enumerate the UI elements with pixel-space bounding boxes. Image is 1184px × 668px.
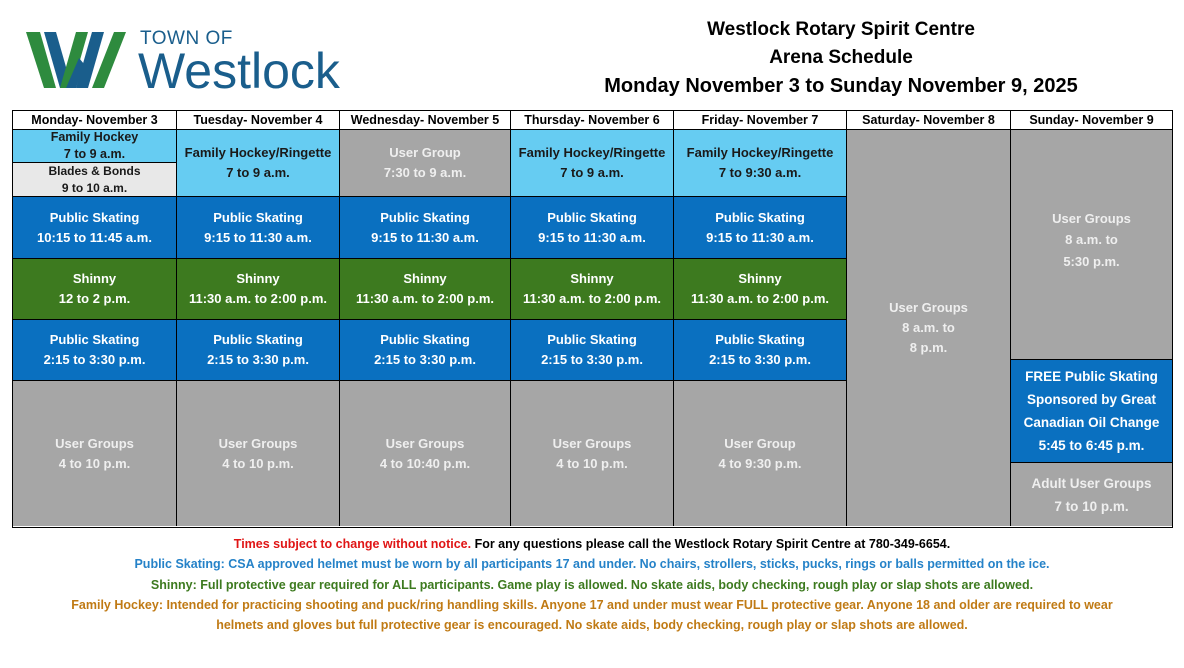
event-time: 7 to 9 a.m. — [226, 165, 290, 180]
event-name: User Groups — [552, 435, 632, 451]
logo-westlock: Westlock — [138, 43, 340, 99]
event-name: Family Hockey — [50, 130, 139, 144]
event-name: Shinny — [738, 271, 782, 286]
event-name: Adult User Groups — [1031, 475, 1152, 491]
event-time: 7 to 9 a.m. — [560, 165, 624, 180]
event-name: Public Skating — [49, 209, 140, 225]
event-name: User Groups — [385, 435, 465, 451]
logo-town-of: TOWN OF — [140, 28, 233, 49]
day-header-tuesday: Tuesday- November 4 — [177, 111, 340, 130]
friday-public-skating-am — [674, 197, 847, 259]
event-name: Shinny — [570, 271, 614, 286]
westlock-w-logo-icon — [26, 28, 134, 94]
event-time: 7:30 to 9 a.m. — [383, 165, 467, 180]
event-time: 2:15 to 3:30 p.m. — [207, 352, 309, 367]
event-time: 4 to 10 p.m. — [556, 455, 628, 471]
event-name: User Groups — [218, 435, 298, 451]
friday-shinny — [674, 259, 847, 320]
event-time: 9:15 to 11:30 a.m. — [706, 229, 814, 245]
day-header-sunday: Sunday- November 9 — [1011, 111, 1172, 130]
contact-info: For any questions please call the Westlock Rotary Spirit Centre at 780-349-6654. — [471, 537, 951, 551]
event-name: Shinny — [72, 271, 117, 286]
tuesday-user-groups — [177, 381, 340, 526]
event-name: User Group — [389, 145, 461, 160]
event-name: Shinny — [236, 271, 280, 286]
event-time: 4 to 10:40 p.m. — [379, 455, 471, 471]
day-header-thursday: Thursday- November 6 — [511, 111, 674, 130]
town-logo — [26, 28, 366, 98]
event-time: 11:30 a.m. to 2:00 p.m. — [188, 291, 327, 306]
day-header-saturday: Saturday- November 8 — [847, 111, 1011, 130]
monday-family-hockey — [13, 130, 177, 163]
schedule-title — [560, 16, 1122, 100]
event-name: Public Skating — [213, 209, 303, 225]
day-header-monday: Monday- November 3 — [13, 111, 177, 130]
event-time: 7 to 10 p.m. — [1054, 498, 1129, 514]
saturday-user-groups — [847, 130, 1011, 526]
event-name: Public Skating — [380, 332, 470, 347]
wednesday-public-skating-pm — [340, 320, 511, 381]
event-time: 4 to 10 p.m. — [58, 455, 131, 471]
event-time: 11:30 a.m. to 2:00 p.m. — [355, 291, 494, 306]
sunday-user-groups — [1011, 130, 1172, 360]
wednesday-user-group-am — [340, 130, 511, 197]
event-name: Public Skating — [715, 209, 805, 225]
event-time: 9:15 to 11:30 a.m. — [371, 229, 479, 245]
day-header-friday: Friday- November 7 — [674, 111, 847, 130]
event-name: Public Skating — [380, 209, 470, 225]
event-name: User Groups — [889, 300, 968, 315]
event-name: Public Skating — [49, 332, 140, 347]
friday-public-skating-pm — [674, 320, 847, 381]
event-name: Public Skating — [213, 332, 303, 347]
friday-family-hockey-ringette — [674, 130, 847, 197]
monday-public-skating-am — [13, 197, 177, 259]
event-name: User Groups — [1052, 210, 1131, 226]
event-name: Family Hockey/Ringette — [686, 145, 834, 160]
event-name: Public Skating — [547, 209, 637, 225]
tuesday-public-skating-pm — [177, 320, 340, 381]
change-notice: Times subject to change without notice. — [233, 537, 472, 551]
event-time: 11:30 a.m. to 2:00 p.m. — [690, 291, 829, 306]
event-name: Blades & Bonds — [48, 163, 141, 178]
thursday-shinny — [511, 259, 674, 320]
title-dates: Monday November 3 to Sunday November 9, 2025 — [604, 75, 1078, 97]
thursday-public-skating-am — [511, 197, 674, 259]
event-time: 9 to 10 a.m. — [61, 180, 128, 195]
monday-public-skating-pm — [13, 320, 177, 381]
event-time: 5:45 to 6:45 p.m. — [1038, 438, 1145, 453]
event-time: 10:15 to 11:45 a.m. — [37, 229, 152, 245]
family-hockey-rules-line1: Family Hockey: Intended for practicing shooting and puck/ring handling skills. Anyone 17 and under must wear FULL protective gear. Anyone 18 and older are required to wear — [71, 597, 1113, 612]
event-time: 11:30 a.m. to 2:00 p.m. — [522, 291, 661, 306]
event-name: Public Skating — [715, 332, 805, 347]
sunday-adult-user-groups — [1011, 463, 1172, 526]
wednesday-public-skating-am — [340, 197, 511, 259]
event-time: 7 to 9:30 a.m. — [718, 165, 802, 180]
day-header-wednesday: Wednesday- November 5 — [340, 111, 511, 130]
event-time-start: 8 a.m. to — [902, 320, 955, 335]
event-sponsor-line1: Sponsored by Great — [1026, 392, 1157, 407]
sunday-free-public-skating — [1011, 360, 1172, 463]
event-name: User Groups — [55, 435, 134, 451]
title-facility: Westlock Rotary Spirit Centre — [707, 19, 975, 40]
event-name: Family Hockey/Ringette — [184, 145, 332, 160]
tuesday-family-hockey-ringette — [177, 130, 340, 197]
event-time: 9:15 to 11:30 a.m. — [538, 229, 646, 245]
event-time: 7 to 9 a.m. — [63, 147, 126, 161]
event-name: Public Skating — [547, 332, 637, 347]
event-sponsor-line2: Canadian Oil Change — [1023, 415, 1160, 430]
event-name: User Group — [724, 435, 796, 451]
event-time: 2:15 to 3:30 p.m. — [709, 352, 811, 367]
wednesday-user-groups — [340, 381, 511, 526]
schedule-notes — [0, 534, 1184, 635]
event-time: 2:15 to 3:30 p.m. — [43, 352, 146, 367]
public-skating-rules: Public Skating: CSA approved helmet must be worn by all participants 17 and under. No chairs, strollers, sticks, pucks, rings or balls permitted on the ice. — [134, 557, 1050, 572]
title-schedule: Arena Schedule — [769, 47, 913, 68]
event-time: 12 to 2 p.m. — [58, 291, 131, 306]
event-name: FREE Public Skating — [1025, 369, 1158, 384]
monday-blades-bonds — [13, 163, 177, 197]
schedule-grid — [12, 110, 1173, 528]
shinny-rules: Shinny: Full protective gear required for ALL participants. Game play is allowed. No skate aids, body checking, rough play or slap shots are allowed. — [150, 577, 1034, 592]
event-time: 4 to 9:30 p.m. — [718, 455, 802, 471]
event-name: Family Hockey/Ringette — [518, 145, 666, 160]
thursday-public-skating-pm — [511, 320, 674, 381]
tuesday-public-skating-am — [177, 197, 340, 259]
event-time-end: 8 p.m. — [909, 340, 948, 355]
thursday-user-groups — [511, 381, 674, 526]
event-time: 9:15 to 11:30 a.m. — [204, 229, 312, 245]
event-time-start: 8 a.m. to — [1065, 231, 1118, 247]
contact-note — [0, 534, 1184, 554]
event-time-end: 5:30 p.m. — [1063, 253, 1120, 269]
friday-user-group — [674, 381, 847, 526]
monday-user-groups — [13, 381, 177, 526]
wednesday-shinny — [340, 259, 511, 320]
event-name: Shinny — [403, 271, 447, 286]
event-time: 2:15 to 3:30 p.m. — [374, 352, 476, 367]
monday-shinny — [13, 259, 177, 320]
event-time: 4 to 10 p.m. — [222, 455, 294, 471]
tuesday-shinny — [177, 259, 340, 320]
thursday-family-hockey-ringette — [511, 130, 674, 197]
event-time: 2:15 to 3:30 p.m. — [541, 352, 643, 367]
family-hockey-rules-line2: helmets and gloves but full protective gear is encouraged. No skate aids, body checking, rough play or slap shots are allowed. — [216, 618, 968, 633]
